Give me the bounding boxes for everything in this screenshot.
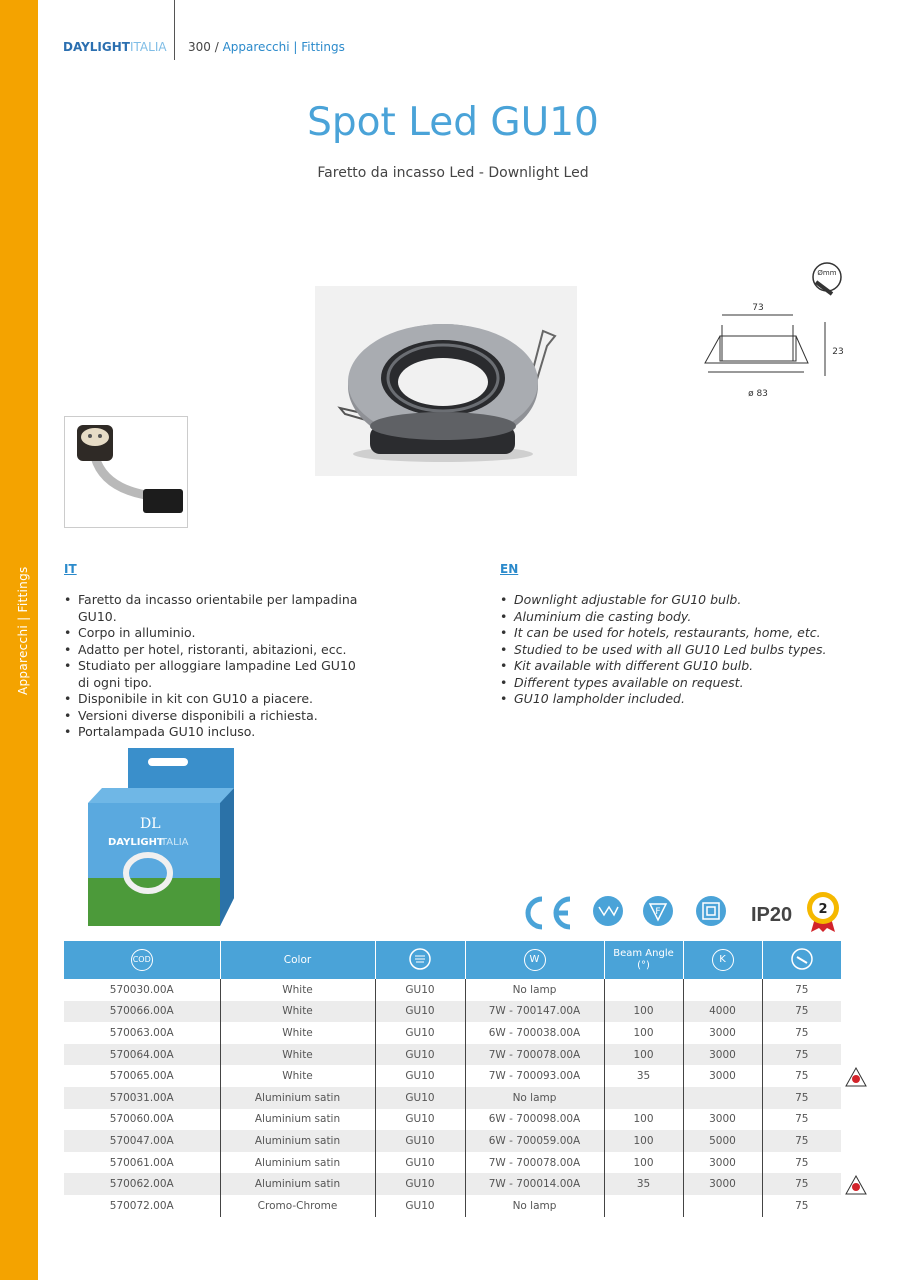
cell-watt: 7W - 700078.00A xyxy=(465,1044,604,1066)
list-item: • Studiato per alloggiare lampadine Led GU10 di ogni tipo. xyxy=(64,658,364,691)
cell-kelvin: 3000 xyxy=(683,1173,762,1195)
col-cutout xyxy=(762,941,841,979)
list-item: • Studied to be used with all GU10 Led bulbs types. xyxy=(500,642,840,659)
cell-kelvin: 3000 xyxy=(683,1065,762,1087)
cell-color: Aluminium satin xyxy=(220,1130,375,1152)
table-row xyxy=(64,1109,841,1131)
page-subtitle: Faretto da incasso Led - Downlight Led xyxy=(317,165,589,181)
cell-socket: GU10 xyxy=(375,1130,465,1152)
lampholder-photo xyxy=(64,416,188,528)
cell-cutout: 75 xyxy=(762,1130,841,1152)
cell-beam-angle: 35 xyxy=(604,1065,683,1087)
cell-kelvin: 3000 xyxy=(683,1109,762,1131)
table-row xyxy=(64,1087,841,1109)
list-item: • It can be used for hotels, restaurants, home, etc. xyxy=(500,625,840,642)
cell-code: 570072.00A xyxy=(64,1195,220,1217)
list-item: • Portalampada GU10 incluso. xyxy=(64,724,364,741)
sidebar xyxy=(0,0,38,1280)
list-item: • Faretto da incasso orientabile per lampadina GU10. xyxy=(64,592,364,625)
cell-beam-angle: 100 xyxy=(604,1152,683,1174)
cell-color: White xyxy=(220,1044,375,1066)
cell-color: Cromo-Chrome xyxy=(220,1195,375,1217)
cell-color: Aluminium satin xyxy=(220,1087,375,1109)
cell-cutout: 75 xyxy=(795,1070,809,1083)
f-mark-icon xyxy=(642,895,674,927)
ip-rating: IP20 xyxy=(751,904,793,926)
sidebar-label: Apparecchi | Fittings xyxy=(16,566,30,695)
page-title: Spot Led GU10 xyxy=(307,100,599,145)
breadcrumb xyxy=(188,40,345,54)
dimension-diagram xyxy=(700,260,850,400)
svg-text:F: F xyxy=(655,907,661,917)
table-row xyxy=(64,1044,841,1066)
list-item: • Disponibile in kit con GU10 a piacere. xyxy=(64,691,364,708)
cell-code: 570062.00A xyxy=(64,1173,220,1195)
warning-triangle-icon xyxy=(845,1175,867,1195)
cell-cutout: 75 xyxy=(795,983,809,996)
section-link[interactable]: Apparecchi | Fittings xyxy=(222,40,345,54)
col-watt xyxy=(465,941,604,979)
svg-text:23: 23 xyxy=(832,347,844,357)
watt-icon: W xyxy=(524,949,546,971)
cell-beam-angle: 100 xyxy=(604,1022,683,1044)
cell-watt: 7W - 700093.00A xyxy=(465,1065,604,1087)
cell-socket: GU10 xyxy=(375,1109,465,1131)
certification-icons xyxy=(520,890,850,935)
cell-color: White xyxy=(220,1022,375,1044)
list-item: • Aluminium die casting body. xyxy=(500,609,840,626)
col-beam-angle: Beam Angle (°) xyxy=(604,941,683,979)
cell-beam-angle xyxy=(604,1087,683,1109)
box-logo-icon: DL xyxy=(140,816,161,832)
cutout-icon xyxy=(791,948,813,970)
table-row xyxy=(64,1065,841,1087)
cell-socket: GU10 xyxy=(375,1087,465,1109)
product-table xyxy=(64,941,841,1217)
cell-code: 570047.00A xyxy=(64,1130,220,1152)
product-photo xyxy=(315,286,577,476)
cell-beam-angle: 35 xyxy=(604,1173,683,1195)
brand-logo: DAYLIGHTITALIA xyxy=(63,40,167,54)
cell-kelvin xyxy=(683,1195,762,1217)
table-row xyxy=(64,1152,841,1174)
cell-beam-angle xyxy=(604,1195,683,1217)
ce-mark-icon xyxy=(520,895,576,931)
cell-kelvin: 5000 xyxy=(683,1130,762,1152)
en-feature-list xyxy=(500,592,840,708)
cell-color: White xyxy=(220,1001,375,1023)
cell-code: 570031.00A xyxy=(64,1087,220,1109)
cell-watt: No lamp xyxy=(465,1087,604,1109)
class-icon xyxy=(592,895,624,927)
cell-color: Aluminium satin xyxy=(220,1109,375,1131)
cell-cutout: 75 xyxy=(762,1001,841,1023)
cell-beam-angle xyxy=(604,979,683,1001)
svg-text:2: 2 xyxy=(818,902,828,917)
cell-kelvin: 4000 xyxy=(683,1001,762,1023)
cell-watt: 6W - 700098.00A xyxy=(465,1109,604,1131)
cell-kelvin: 3000 xyxy=(683,1022,762,1044)
socket-icon xyxy=(409,948,431,970)
cell-beam-angle: 100 xyxy=(604,1109,683,1131)
it-feature-list xyxy=(64,592,364,741)
table-row xyxy=(64,1173,841,1195)
list-item: • Versioni diverse disponibili a richiesta. xyxy=(64,708,364,725)
cell-cutout: 75 xyxy=(795,1156,809,1169)
cell-watt: 7W - 700147.00A xyxy=(465,1001,604,1023)
cell-watt: No lamp xyxy=(465,979,604,1001)
cell-socket: GU10 xyxy=(375,1022,465,1044)
cell-watt: 7W - 700078.00A xyxy=(465,1152,604,1174)
warning-triangle-icon xyxy=(845,1067,867,1087)
list-item: • Downlight adjustable for GU10 bulb. xyxy=(500,592,840,609)
cell-cutout: 75 xyxy=(795,1199,809,1212)
cutout-icon: Ømm xyxy=(817,269,837,277)
en-label: EN xyxy=(500,562,519,576)
cell-kelvin: 3000 xyxy=(683,1152,762,1174)
cell-cutout: 75 xyxy=(762,1044,841,1066)
table-row xyxy=(64,1130,841,1152)
double-insulation-icon xyxy=(695,895,727,927)
list-item: • Kit available with different GU10 bulb. xyxy=(500,658,840,675)
cell-color: Aluminium satin xyxy=(220,1173,375,1195)
col-color: Color xyxy=(220,941,375,979)
cell-watt: 6W - 700038.00A xyxy=(465,1022,604,1044)
table-row xyxy=(64,1195,841,1217)
cell-cutout: 75 xyxy=(795,1113,809,1126)
list-item: • GU10 lampholder included. xyxy=(500,691,840,708)
list-item: • Corpo in alluminio. xyxy=(64,625,364,642)
svg-text:DAYLIGHT: DAYLIGHT xyxy=(108,837,164,848)
cell-code: 570065.00A xyxy=(64,1065,220,1087)
cell-code: 570060.00A xyxy=(64,1109,220,1131)
cell-cutout: 75 xyxy=(762,1087,841,1109)
svg-text:73: 73 xyxy=(752,303,764,313)
cell-code: 570064.00A xyxy=(64,1044,220,1066)
cell-socket: GU10 xyxy=(375,1065,465,1087)
table-row xyxy=(64,1022,841,1044)
cell-kelvin: 3000 xyxy=(683,1044,762,1066)
table-row xyxy=(64,1001,841,1023)
cell-socket: GU10 xyxy=(375,1044,465,1066)
cell-kelvin xyxy=(683,979,762,1001)
col-code xyxy=(64,941,220,979)
cell-socket: GU10 xyxy=(375,1195,465,1217)
cell-socket: GU10 xyxy=(375,979,465,1001)
svg-text:ITALIA: ITALIA xyxy=(158,837,189,848)
cell-socket: GU10 xyxy=(375,1001,465,1023)
cell-cutout: 75 xyxy=(795,1026,809,1039)
cell-socket: GU10 xyxy=(375,1152,465,1174)
cell-code: 570063.00A xyxy=(64,1022,220,1044)
list-item: • Adatto per hotel, ristoranti, abitazioni, ecc. xyxy=(64,642,364,659)
cell-kelvin xyxy=(683,1087,762,1109)
cell-color: White xyxy=(220,1065,375,1087)
cell-watt: No lamp xyxy=(465,1195,604,1217)
cell-color: Aluminium satin xyxy=(220,1152,375,1174)
cell-watt: 6W - 700059.00A xyxy=(465,1130,604,1152)
col-kelvin xyxy=(683,941,762,979)
page-number: 300 / xyxy=(188,40,219,54)
list-item: • Different types available on request. xyxy=(500,675,840,692)
cell-beam-angle: 100 xyxy=(604,1001,683,1023)
table-row xyxy=(64,979,841,1001)
it-label: IT xyxy=(64,562,77,576)
col-socket xyxy=(375,941,465,979)
cell-beam-angle: 100 xyxy=(604,1044,683,1066)
cell-code: 570030.00A xyxy=(64,979,220,1001)
kelvin-icon: K xyxy=(712,949,734,971)
cell-code: 570061.00A xyxy=(64,1152,220,1174)
table-header xyxy=(64,941,841,979)
warranty-badge-icon xyxy=(805,890,841,932)
svg-text:ø 83: ø 83 xyxy=(748,389,768,399)
cell-color: White xyxy=(220,979,375,1001)
cell-code: 570066.00A xyxy=(64,1001,220,1023)
cell-beam-angle: 100 xyxy=(604,1130,683,1152)
code-icon: COD xyxy=(131,949,153,971)
cell-socket: GU10 xyxy=(375,1173,465,1195)
header-divider xyxy=(174,0,175,60)
packaging-box-photo xyxy=(88,748,236,930)
cell-watt: 7W - 700014.00A xyxy=(465,1173,604,1195)
cell-cutout: 75 xyxy=(762,1173,841,1195)
